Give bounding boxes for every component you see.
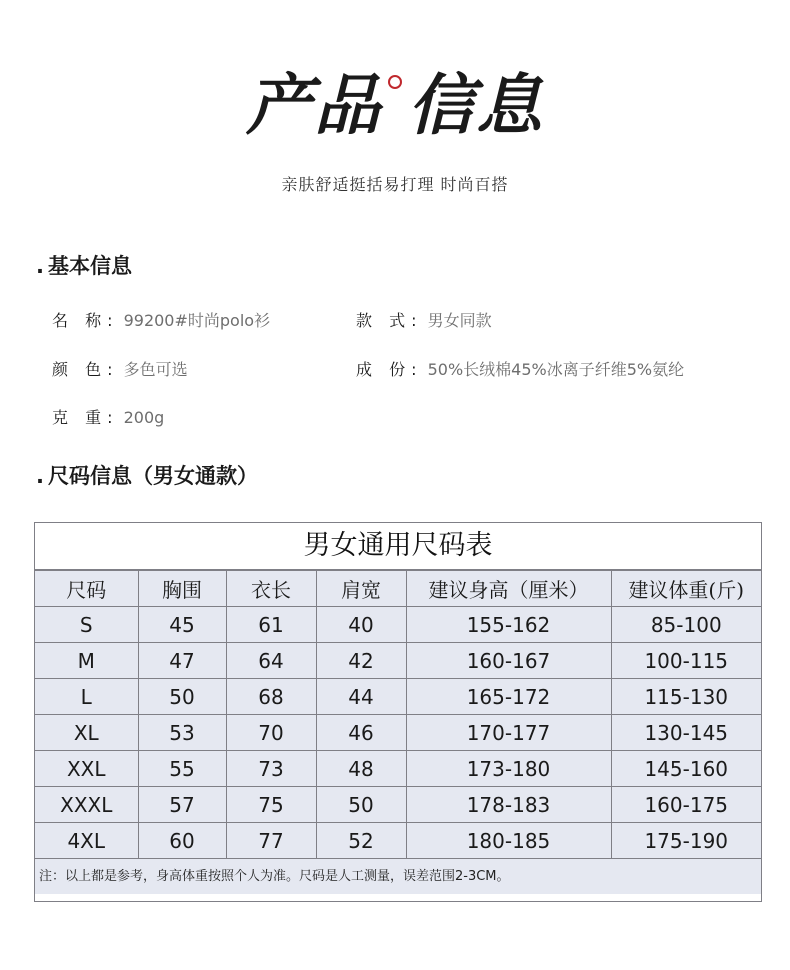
info-color: 颜 色: 多色可选 xyxy=(52,360,188,379)
table-cell: 85-100 xyxy=(611,607,761,643)
column-header: 胸围 xyxy=(138,571,226,607)
table-cell: 155-162 xyxy=(406,607,611,643)
section-heading-basic: . 基本信息 xyxy=(36,254,132,278)
table-cell: 46 xyxy=(316,715,406,751)
section-heading-size: . 尺码信息（男女通款） xyxy=(36,464,258,488)
table-cell: 57 xyxy=(138,787,226,823)
table-row xyxy=(35,643,761,679)
table-cell: 160-167 xyxy=(406,643,611,679)
table-cell: 115-130 xyxy=(611,679,761,715)
table-cell: 160-175 xyxy=(611,787,761,823)
info-name: 名 称: 99200#时尚polo衫 xyxy=(52,311,271,330)
table-cell: 44 xyxy=(316,679,406,715)
table-cell: 4XL xyxy=(35,823,138,859)
bullet-dot-icon: . xyxy=(36,254,44,278)
table-cell: 73 xyxy=(226,751,316,787)
table-cell: 40 xyxy=(316,607,406,643)
table-cell: 48 xyxy=(316,751,406,787)
info-composition: 成 份: 50%长绒棉45%冰离子纤维5%氨纶 xyxy=(356,360,685,379)
size-table xyxy=(35,570,761,858)
table-cell: 47 xyxy=(138,643,226,679)
size-note: 注：以上都是参考，身高体重按照个人为准。尺码是人工测量，误差范围2-3CM。 xyxy=(35,858,761,894)
table-cell: 50 xyxy=(138,679,226,715)
table-cell: S xyxy=(35,607,138,643)
table-row xyxy=(35,751,761,787)
table-cell: 61 xyxy=(226,607,316,643)
table-cell: 170-177 xyxy=(406,715,611,751)
table-row xyxy=(35,715,761,751)
column-header: 尺码 xyxy=(35,571,138,607)
table-cell: 68 xyxy=(226,679,316,715)
table-cell: 180-185 xyxy=(406,823,611,859)
title-right: 信息 xyxy=(408,66,544,144)
table-cell: 165-172 xyxy=(406,679,611,715)
bullet-dot-icon: . xyxy=(36,464,44,488)
table-cell: 60 xyxy=(138,823,226,859)
table-cell: 53 xyxy=(138,715,226,751)
table-cell: XL xyxy=(35,715,138,751)
table-cell: 64 xyxy=(226,643,316,679)
table-cell: 175-190 xyxy=(611,823,761,859)
table-cell: XXL xyxy=(35,751,138,787)
info-weight: 克 重: 200g xyxy=(52,408,165,427)
column-header: 建议体重(斤) xyxy=(611,571,761,607)
column-header: 肩宽 xyxy=(316,571,406,607)
title-left: 产品 xyxy=(246,66,382,144)
table-cell: 178-183 xyxy=(406,787,611,823)
page-title xyxy=(0,52,790,147)
size-table-header-row xyxy=(35,571,761,607)
table-row xyxy=(35,787,761,823)
table-cell: 70 xyxy=(226,715,316,751)
table-cell: XXXL xyxy=(35,787,138,823)
column-header: 衣长 xyxy=(226,571,316,607)
subtitle: 亲肤舒适挺括易打理 时尚百搭 xyxy=(281,175,509,194)
size-table-card xyxy=(34,522,762,902)
table-cell: 130-145 xyxy=(611,715,761,751)
table-cell: 42 xyxy=(316,643,406,679)
table-cell: 50 xyxy=(316,787,406,823)
column-header: 建议身高（厘米） xyxy=(406,571,611,607)
table-cell: M xyxy=(35,643,138,679)
info-style: 款 式: 男女同款 xyxy=(356,311,492,330)
table-cell: 77 xyxy=(226,823,316,859)
table-row xyxy=(35,679,761,715)
table-row xyxy=(35,607,761,643)
red-circle-icon xyxy=(388,75,402,89)
table-cell: 75 xyxy=(226,787,316,823)
table-cell: 145-160 xyxy=(611,751,761,787)
table-cell: 52 xyxy=(316,823,406,859)
table-cell: 173-180 xyxy=(406,751,611,787)
table-cell: 45 xyxy=(138,607,226,643)
table-cell: L xyxy=(35,679,138,715)
table-cell: 100-115 xyxy=(611,643,761,679)
table-row xyxy=(35,823,761,859)
size-table-title: 男女通用尺码表 xyxy=(35,523,761,570)
table-cell: 55 xyxy=(138,751,226,787)
